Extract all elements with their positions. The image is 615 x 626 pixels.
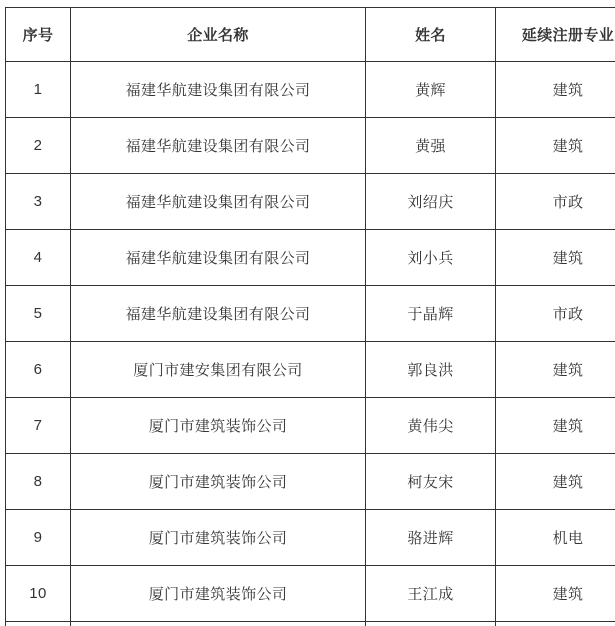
cell-serial: 5: [6, 286, 71, 342]
cell-company: 福建华航建设集团有限公司: [71, 174, 366, 230]
header-cell-serial: 序号: [6, 8, 71, 62]
cell-specialty: 市政: [496, 286, 615, 342]
cell-specialty: [496, 622, 615, 626]
table-body: [6, 62, 615, 626]
cell-name: 柯友宋: [366, 454, 496, 510]
cell-name: 郭良洪: [366, 342, 496, 398]
cell-serial: 3: [6, 174, 71, 230]
cell-company: 厦门市建筑装饰公司: [71, 398, 366, 454]
table-row-partial: [6, 622, 615, 626]
cell-specialty: 市政: [496, 174, 615, 230]
table-row: [6, 398, 615, 454]
header-cell-company: 企业名称: [71, 8, 366, 62]
cell-serial: 2: [6, 118, 71, 174]
header-cell-name: 姓名: [366, 8, 496, 62]
cell-company: 福建华航建设集团有限公司: [71, 230, 366, 286]
cell-company: 厦门市建筑装饰公司: [71, 454, 366, 510]
cell-company: [71, 622, 366, 626]
cell-company: 福建华航建设集团有限公司: [71, 118, 366, 174]
table-row: [6, 118, 615, 174]
cell-serial: 10: [6, 566, 71, 622]
cell-company: 厦门市建筑装饰公司: [71, 566, 366, 622]
table-row: [6, 454, 615, 510]
cell-name: 刘绍庆: [366, 174, 496, 230]
table-header: [6, 8, 615, 62]
cell-name: 骆进辉: [366, 510, 496, 566]
cell-serial: 7: [6, 398, 71, 454]
cell-name: 于晶辉: [366, 286, 496, 342]
cell-serial: 6: [6, 342, 71, 398]
cell-serial: 1: [6, 62, 71, 118]
table-row: [6, 510, 615, 566]
cell-specialty: 建筑: [496, 566, 615, 622]
cell-specialty: 机电: [496, 510, 615, 566]
table-row: [6, 230, 615, 286]
cell-name: 黄伟尖: [366, 398, 496, 454]
registration-table: [5, 7, 615, 626]
cell-serial: 8: [6, 454, 71, 510]
cell-company: 福建华航建设集团有限公司: [71, 286, 366, 342]
table-row: [6, 174, 615, 230]
cell-serial: 9: [6, 510, 71, 566]
cell-specialty: 建筑: [496, 230, 615, 286]
table-row: [6, 342, 615, 398]
cell-serial: 4: [6, 230, 71, 286]
cell-specialty: 建筑: [496, 342, 615, 398]
cell-company: 福建华航建设集团有限公司: [71, 62, 366, 118]
cell-name: 黄强: [366, 118, 496, 174]
table-row: [6, 286, 615, 342]
cell-serial: [6, 622, 71, 626]
cell-name: 刘小兵: [366, 230, 496, 286]
cell-specialty: 建筑: [496, 118, 615, 174]
header-cell-specialty: 延续注册专业: [496, 8, 615, 62]
cell-name: 王江成: [366, 566, 496, 622]
cell-specialty: 建筑: [496, 398, 615, 454]
cell-name: 黄辉: [366, 62, 496, 118]
cell-specialty: 建筑: [496, 62, 615, 118]
table-row: [6, 62, 615, 118]
cell-name: [366, 622, 496, 626]
cell-company: 厦门市建筑装饰公司: [71, 510, 366, 566]
table-row: [6, 566, 615, 622]
cell-specialty: 建筑: [496, 454, 615, 510]
header-row: [6, 8, 615, 62]
cell-company: 厦门市建安集团有限公司: [71, 342, 366, 398]
